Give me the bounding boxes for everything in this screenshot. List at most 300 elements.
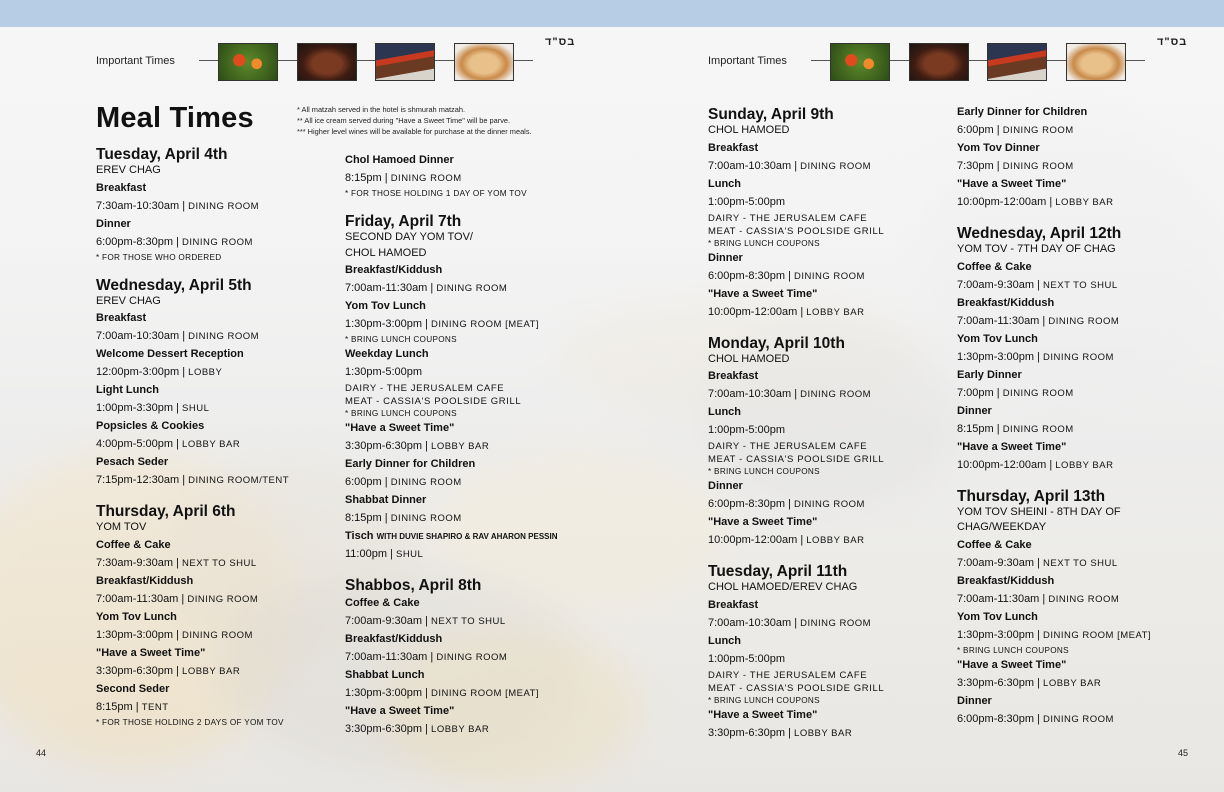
meal-location: DINING ROOM xyxy=(436,652,508,663)
meal-name xyxy=(708,707,948,724)
schedule-column-2 xyxy=(345,152,595,739)
meal-time-row: 11:00pm | SHUL xyxy=(345,548,424,560)
meal-time-row: 6:00pm | DINING ROOM xyxy=(345,476,462,488)
roast-photo-icon xyxy=(297,43,357,81)
meal-time-row: 10:00pm-12:00am | LOBBY BAR xyxy=(957,196,1114,208)
meal-time-row: 7:30am-9:30am | NEXT TO SHUL xyxy=(96,556,257,569)
meal-time-row: 7:00am-9:30am | NEXT TO SHUL xyxy=(957,556,1118,569)
day-heading: Thursday, April 6th xyxy=(96,503,236,520)
meal-time-row: 7:30am-10:30am | DINING ROOM xyxy=(96,199,260,212)
meal-name-text: "Have a Sweet Time" xyxy=(708,708,818,721)
meal-note: * BRING LUNCH COUPONS xyxy=(708,467,820,476)
meal-note: * BRING LUNCH COUPONS xyxy=(708,238,820,248)
meal-time: 7:00am-9:30am xyxy=(345,615,423,627)
meal-name-text: Lunch xyxy=(708,406,741,418)
meal-time: 10:00pm-12:00am xyxy=(708,534,798,546)
meal-name-text: Breakfast/Kiddush xyxy=(957,296,1055,309)
meal-time: 3:30pm-6:30pm xyxy=(96,664,174,677)
meal-name xyxy=(957,295,1197,312)
meal-location: DINING ROOM xyxy=(390,513,462,524)
day-subtitle: YOM TOV - 7TH DAY OF CHAG xyxy=(957,243,1116,255)
meal-time: 8:15pm xyxy=(345,172,382,184)
meal-name-text: "Have a Sweet Time" xyxy=(96,646,206,659)
meal-time: 6:00pm-8:30pm xyxy=(96,235,174,248)
meal-time: 7:00am-10:30am xyxy=(96,330,180,342)
meal-time: 4:00pm-5:00pm xyxy=(96,438,174,450)
meal-name-text: Breakfast xyxy=(708,370,759,382)
meal-host: WITH DUVIE SHAPIRO & RAV AHARON PESSIN xyxy=(376,532,558,541)
meal-time: 7:00am-11:30am xyxy=(345,282,428,294)
meal-time-row: 7:00am-10:30am | DINING ROOM xyxy=(96,330,260,342)
meal-name xyxy=(96,310,336,327)
meal-location: DINING ROOM xyxy=(390,477,462,488)
meal-location: DINING ROOM xyxy=(182,236,253,248)
meal-time-row: 8:15pm | TENT xyxy=(96,700,169,713)
meal-location: LOBBY xyxy=(188,367,223,378)
meal-name xyxy=(957,259,1197,276)
meal-venue: DAIRY - THE JERUSALEM CAFE xyxy=(708,212,868,224)
meal-time: 1:00pm-5:00pm xyxy=(708,195,786,208)
meal-time-row: 7:00am-10:30am | DINING ROOM xyxy=(708,388,872,400)
meal-name-text: Popsicles & Cookies xyxy=(96,420,205,432)
meal-location: SHUL xyxy=(395,549,424,560)
cake-photo-icon xyxy=(987,43,1047,81)
meal-note: * BRING LUNCH COUPONS xyxy=(957,645,1069,655)
day-heading: Sunday, April 9th xyxy=(708,106,834,123)
meal-name xyxy=(345,528,595,545)
meal-time: 7:00am-11:30am xyxy=(957,314,1040,327)
schedule-column-3 xyxy=(708,106,948,743)
meal-name xyxy=(345,703,595,720)
meal-time: 7:30am-10:30am xyxy=(96,199,180,212)
meal-name-text: Yom Tov Lunch xyxy=(96,610,177,623)
meal-name-text: Breakfast xyxy=(708,141,759,154)
meal-name xyxy=(957,176,1197,193)
meal-name-text: Dinner xyxy=(708,251,743,264)
meal-name xyxy=(708,633,948,650)
meal-location: LOBBY BAR xyxy=(806,306,865,318)
meal-time-row: 6:00pm | DINING ROOM xyxy=(957,124,1074,136)
day-heading: Shabbos, April 8th xyxy=(345,577,482,594)
meal-time: 7:00am-10:30am xyxy=(708,616,792,629)
meal-name xyxy=(96,681,336,698)
meal-time-row: 4:00pm-5:00pm | LOBBY BAR xyxy=(96,438,241,450)
meal-time: 7:30am-9:30am xyxy=(96,556,174,569)
meal-time-row: 10:00pm-12:00am | LOBBY BAR xyxy=(957,458,1114,471)
day-block xyxy=(345,577,595,739)
meal-location: DINING ROOM xyxy=(188,200,260,212)
meal-location: LOBBY BAR xyxy=(431,441,490,452)
meal-name xyxy=(957,537,1197,554)
meal-note: * BRING LUNCH COUPONS xyxy=(345,409,457,418)
meal-name xyxy=(708,140,948,157)
meal-name xyxy=(345,456,595,473)
meal-time: 1:30pm-5:00pm xyxy=(345,366,423,378)
meal-name-text: Coffee & Cake xyxy=(957,538,1032,551)
meal-time: 3:30pm-6:30pm xyxy=(345,440,423,452)
meal-location: DINING ROOM xyxy=(1048,593,1120,605)
schedule-column-4 xyxy=(957,104,1197,729)
meal-time-row: 7:00am-11:30am | DINING ROOM xyxy=(957,592,1120,605)
meal-time: 1:00pm-5:00pm xyxy=(708,652,786,665)
meal-name xyxy=(345,298,595,315)
meal-name-text: Yom Tov Dinner xyxy=(957,142,1040,154)
day-subtitle: EREV CHAG xyxy=(96,294,161,307)
meal-time-row: 6:00pm-8:30pm | DINING ROOM xyxy=(708,269,865,282)
meal-location: DINING ROOM xyxy=(436,283,508,294)
meal-time: 7:00am-9:30am xyxy=(957,278,1035,291)
meal-name-text: Pesach Seder xyxy=(96,456,169,468)
meal-location: DINING ROOM xyxy=(1002,387,1074,399)
meal-name-text: Breakfast xyxy=(96,181,147,194)
day-heading: Wednesday, April 5th xyxy=(96,276,252,294)
meal-location: TENT xyxy=(141,701,169,713)
meal-name-text: Light Lunch xyxy=(96,384,159,396)
meal-venue: MEAT - CASSIA'S POOLSIDE GRILL xyxy=(708,454,885,465)
meal-location: LOBBY BAR xyxy=(1043,677,1102,689)
meal-note: * BRING LUNCH COUPONS xyxy=(708,695,820,705)
meal-name xyxy=(345,492,595,509)
meal-time-row: 7:15pm-12:30am | DINING ROOM/TENT xyxy=(96,474,290,486)
meal-name xyxy=(708,514,948,531)
meal-name xyxy=(708,368,948,385)
day-subtitle: CHAG/WEEKDAY xyxy=(957,521,1047,533)
meal-time-row: 1:00pm-3:30pm | SHUL xyxy=(96,402,210,414)
meal-location: DINING ROOM xyxy=(390,173,462,184)
meal-time: 6:00pm-8:30pm xyxy=(708,498,786,510)
meal-name xyxy=(96,609,336,626)
meal-time-row: 7:00am-9:30am | NEXT TO SHUL xyxy=(345,615,506,627)
meal-time: 6:00pm-8:30pm xyxy=(708,269,786,282)
day-block xyxy=(345,213,595,564)
meal-name-text: Yom Tov Lunch xyxy=(957,610,1038,623)
meal-venue: DAIRY - THE JERUSALEM CAFE xyxy=(708,669,868,681)
meal-time-row: 7:00am-11:30am | DINING ROOM xyxy=(957,314,1120,327)
day-block xyxy=(708,563,948,743)
meal-location: SHUL xyxy=(182,403,210,414)
roast-photo-icon xyxy=(909,43,969,81)
meal-time-row: 1:30pm-3:00pm | DINING ROOM [MEAT] xyxy=(345,318,540,330)
meal-venue: MEAT - CASSIA'S POOLSIDE GRILL xyxy=(345,396,522,407)
day-subtitle: SECOND DAY YOM TOV/ xyxy=(345,231,473,243)
meal-name-text: Weekday Lunch xyxy=(345,348,429,360)
meal-name-text: Early Dinner for Children xyxy=(957,106,1088,118)
meal-time: 7:00am-10:30am xyxy=(708,159,792,172)
meal-location: DINING ROOM xyxy=(182,629,253,641)
meal-name-text: Coffee & Cake xyxy=(957,260,1032,273)
meal-time: 8:15pm xyxy=(345,512,382,524)
meal-name-text: Coffee & Cake xyxy=(96,538,171,551)
meal-time: 1:30pm-3:00pm xyxy=(96,628,174,641)
meal-location: NEXT TO SHUL xyxy=(431,616,506,627)
meal-time: 1:30pm-3:00pm xyxy=(345,687,423,699)
meal-note: * FOR THOSE HOLDING 2 DAYS OF YOM TOV xyxy=(96,717,284,727)
meal-name-text: Breakfast xyxy=(708,598,759,611)
meal-note: * BRING LUNCH COUPONS xyxy=(345,335,457,344)
meal-time: 12:00pm-3:00pm xyxy=(96,366,180,378)
meal-time-row: 1:30pm-3:00pm | DINING ROOM [MEAT] xyxy=(957,628,1152,641)
day-block xyxy=(708,106,948,322)
meal-time: 7:00am-11:30am xyxy=(96,592,179,605)
day-block xyxy=(96,146,336,264)
meal-location: DINING ROOM xyxy=(187,593,259,605)
meal-venue: MEAT - CASSIA'S POOLSIDE GRILL xyxy=(708,225,885,237)
meal-time: 10:00pm-12:00am xyxy=(957,196,1047,208)
hebrew-mark-left: בס"ד xyxy=(545,36,576,48)
meal-name-text: "Have a Sweet Time" xyxy=(708,516,818,528)
meal-note: * FOR THOSE HOLDING 1 DAY OF YOM TOV xyxy=(345,189,527,198)
meal-location: NEXT TO SHUL xyxy=(1043,279,1118,291)
meal-name-text: "Have a Sweet Time" xyxy=(957,178,1067,190)
meal-name-text: Dinner xyxy=(96,217,131,230)
schedule-column-1 xyxy=(96,146,336,729)
day-subtitle: CHOL HAMOED/EREV CHAG xyxy=(708,581,858,593)
meal-location: DINING ROOM xyxy=(188,331,260,342)
meal-time-row: 7:00am-11:30am | DINING ROOM xyxy=(345,282,508,294)
meal-name-text: Shabbat Dinner xyxy=(345,494,427,506)
meal-name-text: Welcome Dessert Reception xyxy=(96,348,244,360)
meal-location: DINING ROOM xyxy=(1002,161,1074,172)
meal-time-row: 8:15pm | DINING ROOM xyxy=(345,512,462,524)
day-heading: Tuesday, April 4th xyxy=(96,146,228,163)
meal-name xyxy=(96,645,336,662)
day-heading: Friday, April 7th xyxy=(345,213,462,230)
meal-location: DINING ROOM xyxy=(794,270,865,282)
day-block xyxy=(957,488,1197,729)
day-block xyxy=(96,503,336,729)
day-subtitle: EREV CHAG xyxy=(96,164,161,176)
day-heading: Thursday, April 13th xyxy=(957,487,1106,505)
meal-name xyxy=(345,420,595,437)
page-number-right: 45 xyxy=(1178,748,1189,758)
meal-time-row: 1:30pm-3:00pm | DINING ROOM xyxy=(96,628,253,641)
meal-time-row: 3:30pm-6:30pm | LOBBY BAR xyxy=(345,440,490,452)
meal-time-row: 10:00pm-12:00am | LOBBY BAR xyxy=(708,534,865,546)
meal-time: 6:00pm xyxy=(345,476,382,488)
meal-name-text: Lunch xyxy=(708,634,741,647)
meal-location: NEXT TO SHUL xyxy=(1043,557,1118,569)
meal-time: 1:30pm-3:00pm xyxy=(345,318,423,330)
footnote: ** All ice cream served during "Have a Sweet Time" will be parve. xyxy=(297,116,511,125)
meal-time: 7:00am-10:30am xyxy=(708,388,792,400)
meal-name xyxy=(345,631,595,648)
meal-name-text: "Have a Sweet Time" xyxy=(957,440,1067,453)
meal-time-row: 3:30pm-6:30pm | LOBBY BAR xyxy=(345,723,490,735)
meal-time: 7:00am-11:30am xyxy=(957,592,1040,605)
salad-photo-icon xyxy=(830,43,890,81)
meal-name xyxy=(96,346,336,363)
meal-name xyxy=(957,693,1197,710)
meal-location: LOBBY BAR xyxy=(1055,197,1114,208)
meal-name-text: Dinner xyxy=(708,480,743,492)
meal-name-text: Dinner xyxy=(957,404,992,417)
meal-venue: DAIRY - THE JERUSALEM CAFE xyxy=(708,441,868,452)
meal-time: 3:30pm-6:30pm xyxy=(957,676,1035,689)
hebrew-mark-right: בס"ד xyxy=(1157,36,1188,48)
meal-time: 1:30pm-3:00pm xyxy=(957,628,1035,641)
meal-time-row: 7:00am-10:30am | DINING ROOM xyxy=(708,159,872,172)
footnote: * All matzah served in the hotel is shmurah matzah. xyxy=(297,105,466,114)
meal-name xyxy=(96,418,336,435)
meal-time: 8:15pm xyxy=(957,422,994,435)
meal-location: LOBBY BAR xyxy=(431,724,490,735)
meal-time-row: 7:00am-10:30am | DINING ROOM xyxy=(708,616,872,629)
day-heading: Wednesday, April 12th xyxy=(957,225,1122,242)
meal-time-row: 7:30pm | DINING ROOM xyxy=(957,160,1074,172)
meal-time-row: 6:00pm-8:30pm | DINING ROOM xyxy=(708,498,865,510)
meal-name-text: Breakfast/Kiddush xyxy=(957,574,1055,587)
meal-location: LOBBY BAR xyxy=(182,439,241,450)
day-block xyxy=(345,152,595,200)
meal-name-text: Yom Tov Lunch xyxy=(957,332,1038,345)
meal-name xyxy=(708,176,948,193)
meal-time: 7:00pm xyxy=(957,386,994,399)
meal-location: LOBBY BAR xyxy=(182,665,241,677)
meal-name xyxy=(96,454,336,471)
meal-time-row: 7:00pm | DINING ROOM xyxy=(957,386,1074,399)
meal-name-text: Breakfast xyxy=(96,312,147,324)
meal-name-text: Coffee & Cake xyxy=(345,597,420,609)
meal-name xyxy=(96,216,336,233)
salad-photo-icon xyxy=(218,43,278,81)
meal-name-text: Chol Hamoed Dinner xyxy=(345,154,454,166)
meal-time: 8:15pm xyxy=(96,700,133,713)
meal-time-row: 7:00am-11:30am | DINING ROOM xyxy=(96,592,259,605)
header-label-left: Important Times xyxy=(96,55,175,67)
meal-name xyxy=(345,667,595,684)
meal-time: 10:00pm-12:00am xyxy=(708,305,798,318)
meal-time-row xyxy=(708,650,948,669)
pastry-photo-icon xyxy=(1066,43,1126,81)
meal-location: LOBBY BAR xyxy=(806,535,865,546)
meal-time-row: 6:00pm-8:30pm | DINING ROOM xyxy=(96,235,253,248)
meal-name xyxy=(708,478,948,495)
day-subtitle: YOM TOV SHEINI - 8TH DAY OF xyxy=(957,505,1121,518)
meal-location: DINING ROOM xyxy=(1002,423,1074,435)
meal-name xyxy=(708,286,948,303)
meal-location: DINING ROOM xyxy=(1043,351,1114,363)
meal-location: DINING ROOM xyxy=(800,389,872,400)
meal-location: DINING ROOM/TENT xyxy=(188,475,290,486)
meal-name-text: Early Dinner for Children xyxy=(345,458,476,470)
day-block xyxy=(708,335,948,551)
day-subtitle: CHOL HAMOED xyxy=(345,246,427,259)
meal-time: 3:30pm-6:30pm xyxy=(708,726,786,739)
meal-name-text: Breakfast/Kiddush xyxy=(345,633,443,645)
meal-name xyxy=(957,609,1197,626)
meal-location: DINING ROOM [MEAT] xyxy=(431,319,540,330)
meal-time-row xyxy=(345,363,595,382)
meal-time-row xyxy=(708,421,948,440)
meal-name xyxy=(957,367,1197,384)
meal-name xyxy=(708,597,948,614)
meal-name xyxy=(345,346,595,363)
meal-time: 7:15pm-12:30am xyxy=(96,474,180,486)
meal-time-row: 8:15pm | DINING ROOM xyxy=(957,422,1074,435)
meal-name xyxy=(345,152,595,169)
meal-time: 7:30pm xyxy=(957,160,994,172)
meal-time-row: 7:00am-11:30am | DINING ROOM xyxy=(345,651,508,663)
meal-name xyxy=(708,250,948,267)
meal-name-text: Shabbat Lunch xyxy=(345,669,425,681)
meal-location: DINING ROOM xyxy=(1043,713,1114,725)
day-block xyxy=(957,104,1197,212)
meal-name xyxy=(957,331,1197,348)
pastry-photo-icon xyxy=(454,43,514,81)
meal-time: 11:00pm xyxy=(345,548,387,560)
day-subtitle: YOM TOV xyxy=(96,521,147,533)
day-heading: Monday, April 10th xyxy=(708,334,845,352)
meal-time-row: 12:00pm-3:00pm | LOBBY xyxy=(96,366,223,378)
meal-name-text: Yom Tov Lunch xyxy=(345,300,426,312)
meal-name-text: "Have a Sweet Time" xyxy=(345,422,455,434)
footnote: *** Higher level wines will be available for purchase at the dinner meals. xyxy=(297,127,532,136)
meal-time: 7:00am-9:30am xyxy=(957,556,1035,569)
meal-location: DINING ROOM xyxy=(1002,125,1074,136)
meal-venue: DAIRY - THE JERUSALEM CAFE xyxy=(345,383,505,394)
meal-time-row: 7:00am-9:30am | NEXT TO SHUL xyxy=(957,278,1118,291)
meal-location: LOBBY BAR xyxy=(1055,459,1114,471)
meal-name xyxy=(957,140,1197,157)
day-subtitle: CHOL HAMOED xyxy=(708,124,790,136)
day-block xyxy=(957,225,1197,475)
meal-time: 6:00pm-8:30pm xyxy=(957,712,1035,725)
meal-name xyxy=(96,382,336,399)
meal-time: 6:00pm xyxy=(957,124,994,136)
meal-name-text: "Have a Sweet Time" xyxy=(345,705,455,717)
meal-note: * FOR THOSE WHO ORDERED xyxy=(96,252,222,262)
meal-name-text: Lunch xyxy=(708,177,741,190)
meal-name xyxy=(957,104,1197,121)
meal-name xyxy=(957,403,1197,420)
meal-location: DINING ROOM xyxy=(794,499,865,510)
meal-location: DINING ROOM xyxy=(800,617,872,629)
meal-time: 1:30pm-3:00pm xyxy=(957,350,1035,363)
meal-time-row: 10:00pm-12:00am | LOBBY BAR xyxy=(708,305,865,318)
meal-venue: MEAT - CASSIA'S POOLSIDE GRILL xyxy=(708,682,885,694)
meal-location: DINING ROOM [MEAT] xyxy=(431,688,540,699)
meal-name xyxy=(345,595,595,612)
meal-name xyxy=(708,404,948,421)
meal-time: 3:30pm-6:30pm xyxy=(345,723,423,735)
meal-name-text: "Have a Sweet Time" xyxy=(708,287,818,300)
footnotes xyxy=(297,104,532,137)
day-block xyxy=(96,277,336,491)
meal-name-text: "Have a Sweet Time" xyxy=(957,658,1067,671)
meal-location: DINING ROOM xyxy=(1048,315,1120,327)
meal-location: NEXT TO SHUL xyxy=(182,557,257,569)
cake-photo-icon xyxy=(375,43,435,81)
meal-name xyxy=(96,180,336,197)
meal-time-row: 3:30pm-6:30pm | LOBBY BAR xyxy=(96,664,241,677)
meal-time: 7:00am-11:30am xyxy=(345,651,428,663)
header-label-right: Important Times xyxy=(708,55,787,67)
meal-time: 10:00pm-12:00am xyxy=(957,458,1047,471)
meal-time: 1:00pm-3:30pm xyxy=(96,402,174,414)
meal-name-text: Second Seder xyxy=(96,682,170,695)
meal-time-row: 1:30pm-3:00pm | DINING ROOM [MEAT] xyxy=(345,687,540,699)
meal-time-row xyxy=(708,193,948,212)
day-heading: Tuesday, April 11th xyxy=(708,563,848,580)
meal-location: DINING ROOM [MEAT] xyxy=(1043,629,1152,641)
meal-name xyxy=(957,573,1197,590)
meal-name-text: Tisch xyxy=(345,530,374,542)
page-number-left: 44 xyxy=(36,748,47,758)
meal-name xyxy=(345,262,595,279)
meal-name xyxy=(96,573,336,590)
meal-time-row: 8:15pm | DINING ROOM xyxy=(345,172,462,184)
meal-time-row: 3:30pm-6:30pm | LOBBY BAR xyxy=(708,726,853,739)
